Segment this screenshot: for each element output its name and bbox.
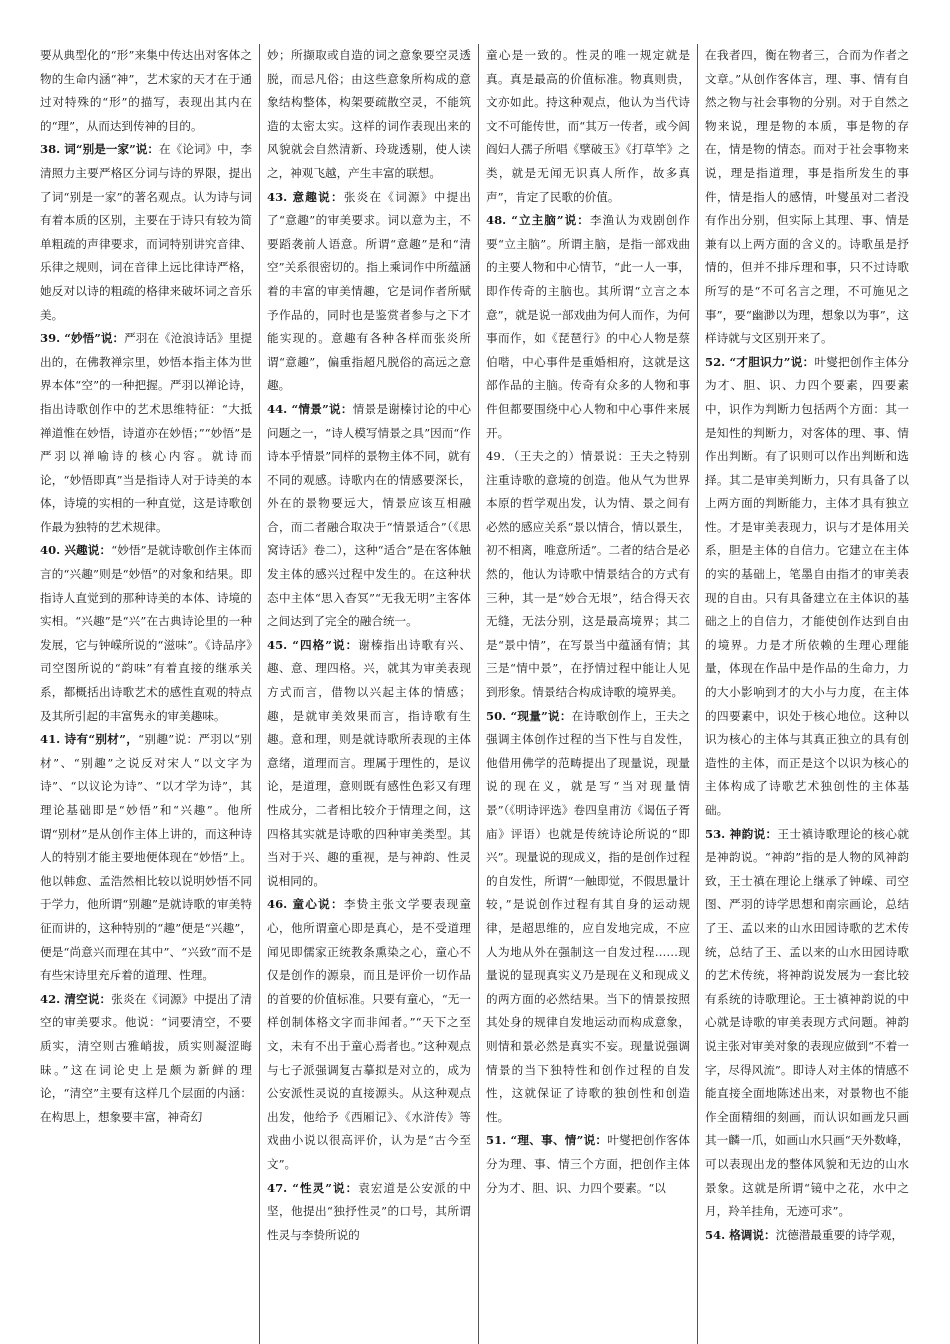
text-column-1 <box>40 44 259 1344</box>
paragraph-text: 谢榛指出诗歌有兴、趣、意、理四格。兴，就其为审美表现方式而言，借物以兴起主体的情感；趣，是就审美效果而言，指诗歌有生趣。意和理，则是就诗歌所表现的主体意绪，道理而言。理属于理性的，是议论，是道理，意则既有感性色彩又有理性成分，二者相比较介于情理之间，这四格其实就是诗歌的四种审美类型。其当对于兴、趣的重视，是与神韵、性灵说相同的。 <box>267 637 471 888</box>
paragraph <box>267 634 471 894</box>
paragraph-text: 严羽在《沧浪诗话》里提出的，在佛教禅宗里，妙悟本指主体为世界本体“空”的一种把握。严羽以禅论诗，指出诗歌创作中的艺术思维特征：“大抵禅道惟在妙悟，诗道亦在妙悟；”“妙悟”是严羽以禅喻诗的核心内容。就诗而论，“妙悟即真”当是指诗人对于诗美的本体，诗境的实相的一种直觉，这是诗歌创作最为独特的艺术规律。 <box>40 331 252 534</box>
paragraph-text: 叶燮把创作客体分为理、事、情三个方面，把创作主体分为才、胆、识、力四个要素。“以 <box>486 1133 690 1195</box>
paragraph <box>40 138 252 327</box>
paragraph-text: “妙悟”是就诗歌创作主体而言的“兴趣”则是“妙悟”的对象和结果。即指诗人直觉到的那种诗美的本体、诗境的实相。“兴趣”是“兴”在古典诗论里的一种发展，它与钟嵘所说的“滋味”。《诗品序》司空图所说的“韵味”有着直接的继承关系，都概括出诗歌艺术的感性直观的特点及其所引起的丰富隽永的审美趣味。 <box>40 543 252 723</box>
paragraph-text: “别趣”说：严羽以“别材”、“别趣”之说反对宋人“以文字为诗”、“以议论为诗”、“以才学为诗”，其理论基础即是“妙悟”和“兴趣”。他所谓“别材”是从创作主体上讲的，而这种诗人的特别才能主要地便体现在“妙悟”上。他以韩愈、孟浩然相比较以说明妙悟不同于学力，他所谓“别趣”是就诗歌的审美特征而讲的，这种特别的“趣”便是“兴趣”，便是“尚意兴而理在其中”、“兴致”而不是有些宋诗里充斥着的道理、性理。 <box>40 732 252 983</box>
paragraph-text: 情景是谢榛讨论的中心问题之一，“诗人模写情景之具”因而“作诗本乎情景”同样的景物主体不同，就有不同的观感。诗歌内在的情感要深长，外在的景物要远大，情景应该互相融合，而二者融合取决于“情景适合”（《思窝诗话》卷二），这种“适合”是在客体触发主体的感兴过程中发生的。在这种状态中主体“思入杳冥”“无我无明”主客体之间达到了完全的融合统一。 <box>267 401 471 629</box>
term-heading: 43. 意趣说： <box>267 189 344 204</box>
paragraph <box>40 728 252 988</box>
text-column-3 <box>478 44 697 1344</box>
paragraph-text: 叶燮把创作主体分为才、胆、识、力四个要素，四要素中，识作为判断力包括两个方面：其一是知性的判断力，对客体的理、事、情作出判断。有了识则可以作出判断和选择。其二是审美判断力，只有具备了以上两方面的判断能力，主体才具有独立性。才是审美表现力，识与才是体用关系，胆是主体的自信力。它建立在主体的实的基础上，笔墨自由指才的审美表现的自由。只有具备建立在主体识的基础之上的自信力，才能使创作达到自由的境界。力是才所依赖的生理心理能量，体现在作品中是作品的生命力，力的大小影响到才的大小与力度，在主体的四要素中，识处于核心地位。这种以识为核心的主体与其真正独立的具有创造性的主体，而正是这个以识为核心的主体构成了诗歌艺术独创性的主体基础。 <box>705 354 909 817</box>
paragraph <box>267 186 471 398</box>
term-heading: 46. 童心说： <box>267 897 344 912</box>
paragraph <box>267 893 471 1176</box>
paragraph <box>486 44 690 209</box>
paragraph-text: 沈德潜最重要的诗学观， <box>775 1227 904 1242</box>
paragraph <box>267 1177 471 1248</box>
paragraph-text: 童心是一致的。性灵的唯一规定就是真。真是最高的价值标准。物真则贵，文亦如此。持这种观点，他认为当代诗文不可能传世，而“其万一传者，或今闾阎妇人孺子所唱《擘破玉》《打草竿》之类，就是无闻无识真人所作，故多真声”，肯定了民歌的价值。 <box>486 48 690 204</box>
term-heading: 38. 词“别是一家”说： <box>40 142 160 157</box>
paragraph <box>486 1129 690 1200</box>
paragraph <box>267 398 471 634</box>
paragraph-text: 李贽主张文学要表现童心，他所谓童心即是真心，是不受道理闻见即儒家正统教条熏染之心，童心不仅是创作的源泉，而且是评价一切作品的首要的价值标准。只要有童心，“无一样创制体格文字而非闻者。”“天下之至文，未有不出于童心焉者也。”这种观点与七子派强调复古摹拟是对立的，成为公安派性灵说的直接源头。从这种观点出发，他给予《西厢记》、《水浒传》等戏曲小说以很高评价，认为是“古今至文”。 <box>267 897 471 1171</box>
term-heading: 53. 神韵说： <box>705 826 778 841</box>
paragraph <box>705 44 909 351</box>
paragraph <box>705 351 909 823</box>
paragraph-text: 在诗歌创作上，王夫之强调主体创作过程的当下性与自发性，他借用佛学的范畴提出了现量说，现量说的现在义，就是写“当对现量情景”（《明诗评选》卷四皇甫汸《谒伍子胥庙》评语）也就是传统诗论所说的“即兴”。现量说的现成义，指的是创作过程的自发性，所谓“一触即觉，不假思量计较，”是说创作过程有其自身的运动规律，是超思维的，应自发地完成，不应人为地从外在强制这一自发过程……现量说的显现真实义乃是现在义和现成义的两方面的必然结果。当下的情景按照其处身的规律自发地运动而构成意象，则情和景必然是真实不妄。现量说强调情景的当下独特性和创作过程的自发性，这就保证了诗歌的独创性和创造性。 <box>486 708 690 1124</box>
paragraph-text: 在《论词》中，李清照力主要严格区分词与诗的界限，提出了词“别是一家”的著名观点。认为诗与词有着本质的区别，主要在于诗只有较为简单粗疏的声律要求，而词特别讲究音律、乐律之规则，词在音律上远比律诗严格，她反对以诗的粗疏的格律来破坏词之音乐美。 <box>40 142 252 322</box>
term-heading: 54. 格调说： <box>705 1227 776 1242</box>
paragraph <box>40 44 252 138</box>
paragraph-text: 李渔认为戏剧创作要“立主脑”。所谓主脑，是指一部戏曲的主要人物和中心情节，“此一人一事，即作传奇的主脑也。其所谓“立言之本意”，就是说一部戏曲为何人而作，为何事而作，如《琵琶行》的中心人物是蔡伯喈，中心事件是重婚相府，这就是这部作品的主脑。传奇有众多的人物和事件但都要围绕中心人物和中心事件来展开。 <box>486 213 690 440</box>
paragraph <box>40 539 252 728</box>
term-heading: 44. “情景”说： <box>267 401 353 416</box>
paragraph <box>705 823 909 1224</box>
term-heading: 40. 兴趣说： <box>40 543 112 558</box>
term-heading: 42. 清空说： <box>40 991 112 1006</box>
paragraph-text: 妙；所撷取或自造的词之意象要空灵透脱，而忌凡俗；由这些意象所构成的意象结构整体，构架要疏散空灵，不能筑造的太密太实。这样的词作表现出来的风貌就会自然清新、玲珑透剔，使人读之，神观飞越，产生丰富的联想。 <box>267 48 471 180</box>
text-column-4 <box>697 44 916 1344</box>
paragraph <box>486 445 690 705</box>
paragraph-text: 49．（王夫之的）情景说：王夫之特别注重诗歌的意境的创造。他从气为世界本原的哲学观出发，认为情、景之间有必然的感应关系“景以情合，情以景生，初不相离，唯意所适”。二者的结合是必然的，他认为诗歌中情景结合的方式有三种，其一是“妙合无垠”，结合得天衣无缝，无法分别，这是最高境界；其二是“景中情”，在写景当中蕴涵有情；其三是“情中景”，在抒情过程中能让人见到形象。情景结合构成诗歌的境界美。 <box>486 449 690 700</box>
paragraph <box>486 705 690 1130</box>
paragraph <box>267 44 471 186</box>
paragraph-text: 王士禛诗歌理论的核心就是神韵说。“神韵”指的是人物的风神韵致，王士禛在理论上继承了钟嵘、司空图、严羽的诗学思想和南宗画论，总结了王、孟以来的山水田园诗歌的艺术传统，总结了王、孟以来的山水田园诗歌的艺术传统，将神韵说发展为一套比较有系统的诗歌理论。王士禛神韵说的中心就是诗歌的审美表现方式问题。神韵说主张对审美对象的表现应做到“不着一字，尽得风流”。即诗人对主体的情感不能直接全面地陈述出来，对景物也不能作全面精细的刻画，而认识如画龙只画其一麟一爪，如画山水只画“天外数峰，可以表现出龙的整体风貌和无边的山水景象。这就是所谓“镜中之花，水中之月，羚羊挂角，无迹可求”。 <box>705 826 909 1219</box>
term-heading: 52. “才胆识力”说： <box>705 354 815 369</box>
paragraph <box>40 988 252 1130</box>
paragraph-text: 在我者四，衡在物者三，合而为作者之文章。”从创作客体言，理、事、情有自然之物与社会事物的分别。对于自然之物来说，理是物的本质，事是物的存在，情是物的情态。而对于社会事物来说，理是指道理，事是指所发生的事件，情是指人的感情，叶燮虽对二者没有作出分别，但实际上其理、事、情是兼有以上两方面的含义的。诗歌虽是抒情的，但并不排斥理和事，只不过诗歌所写的是“不可名言之理，不可施见之事”，要“幽渺以为理，想象以为事”，这样诗就与文区别开来了。 <box>705 48 909 346</box>
paragraph-text: 张炎在《词源》中提出了“意趣”的审美要求。词以意为主，不要蹈袭前人语意。所谓“意趣”是和“清空”关系很密切的。指上乘词作中所蕴涵着的丰富的审美情趣，它是词作者所赋予作品的，同时也是鉴赏者参与之下才能实现的。意趣有各种各样而张炎所谓“意趣”，偏重指超凡脱俗的高远之意趣。 <box>267 189 471 393</box>
term-heading: 47. “性灵”说： <box>267 1180 359 1195</box>
term-heading: 51. “理、事、情”说： <box>486 1133 608 1148</box>
text-column-2 <box>259 44 478 1344</box>
paragraph-text: 袁宏道是公安派的中坚，他提出“独抒性灵”的口号，其所谓性灵与李贽所说的 <box>267 1180 471 1242</box>
paragraph <box>40 327 252 539</box>
term-heading: 50. “现量”说： <box>486 708 572 723</box>
paragraph-text: 要从典型化的“形”来集中传达出对客体之物的生命内涵“神”，艺术家的天才在于通过对特殊的“形”的描写，表现出其内在的“理”，从而达到传神的目的。 <box>40 48 252 133</box>
term-heading: 39. “妙悟”说： <box>40 331 125 346</box>
term-heading: 45. “四格”说： <box>267 637 359 652</box>
term-heading: 41. 诗有“别材”， <box>40 732 139 747</box>
paragraph <box>705 1224 909 1248</box>
paragraph-text: 张炎在《词源》中提出了清空的审美要求。他说：“词要清空，不要质实，清空则古雅峭拔，质实则凝涩晦昧。”这在词论史上是颇为新鲜的理论，“清空”主要有这样几个层面的内涵：在构思上，想象要丰富，神奇幻 <box>40 991 252 1124</box>
term-heading: 48. “立主脑”说： <box>486 213 590 228</box>
paragraph <box>486 209 690 445</box>
